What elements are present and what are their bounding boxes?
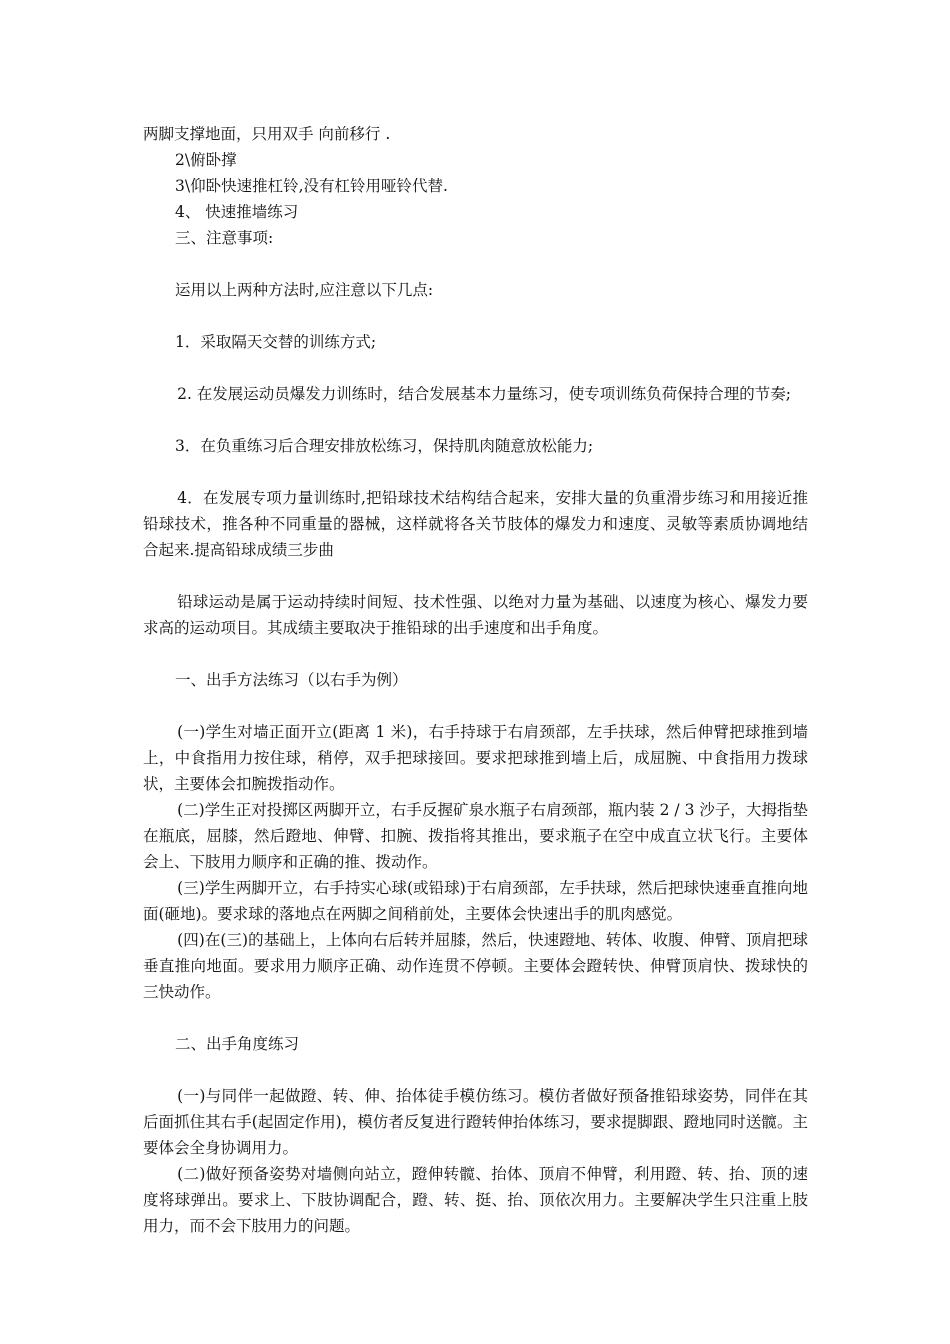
paragraph: (四)在(三)的基础上，上体向右后转并屈膝，然后，快速蹬地、转体、收腹、伸臂、顶肩把球垂直推向地面。要求用力顺序正确、动作连贯不停顿。主要体会蹬转快、伸臂顶肩快、拨球快的三快动作。 (143, 931, 808, 1001)
note-item: 4．在发展专项力量训练时,把铅球技术结构结合起来，安排大量的负重滑步练习和用接近推铅球技术，推各种不同重量的器械，这样就将各关节肢体的爆发力和速度、灵敏等素质协调地结合起来.提高铅球成绩三步曲 (143, 489, 808, 559)
paragraph: (一)与同伴一起做蹬、转、伸、抬体徒手模仿练习。模仿者做好预备推铅球姿势，同伴在其后面抓住其右手(起固定作用)，模仿者反复进行蹬转伸抬体练习，要求提脚跟、蹬地同时送髋。主要体会全身协调用力。 (143, 1087, 808, 1157)
list-item: 2\俯卧撑 (175, 151, 237, 169)
paragraph: 运用以上两种方法时,应注意以下几点: (175, 281, 434, 299)
document-body (143, 121, 808, 1239)
section-heading: 一、出手方法练习（以右手为例） (175, 671, 408, 689)
list-item: 4、 快速推墙练习 (175, 203, 299, 221)
section-heading: 二、出手角度练习 (175, 1035, 300, 1053)
note-item: 2. 在发展运动员爆发力训练时，结合发展基本力量练习，使专项训练负荷保持合理的节奏; (177, 385, 792, 403)
paragraph: (二)学生正对投掷区两脚开立，右手反握矿泉水瓶子右肩颈部，瓶内装 2 / 3 沙子，大拇指垫在瓶底，屈膝，然后蹬地、伸臂、扣腕、拨指将其推出，要求瓶子在空中成直立状飞行。主要体会上、下肢用力顺序和正确的推、拨动作。 (143, 801, 808, 871)
paragraph: (二)做好预备姿势对墙侧向站立，蹬伸转髋、抬体、顶肩不伸臂，利用蹬、转、抬、顶的速度将球弹出。要求上、下肢协调配合，蹬、转、挺、抬、顶依次用力。主要解决学生只注重上肢用力，而不会下肢用力的问题。 (143, 1165, 808, 1235)
note-item: 3．在负重练习后合理安排放松练习，保持肌肉随意放松能力; (175, 437, 594, 455)
list-item: 3\仰卧快速推杠铃,没有杠铃用哑铃代替. (175, 177, 448, 195)
note-item: 1．采取隔天交替的训练方式; (175, 333, 377, 351)
section-heading: 三、注意事项: (175, 229, 274, 247)
paragraph: (三)学生两脚开立，右手持实心球(或铅球)于右肩颈部，左手扶球，然后把球快速垂直推向地面(砸地)。要求球的落地点在两脚之间稍前处，主要体会快速出手的肌肉感觉。 (143, 879, 808, 923)
paragraph: (一)学生对墙正面开立(距离 1 米)，右手持球于右肩颈部，左手扶球，然后伸臂把球推到墙上，中食指用力按住球，稍停，双手把球接回。要求把球推到墙上后，成屈腕、中食指用力拨球状，主要体会扣腕拨指动作。 (143, 723, 808, 793)
paragraph: 铅球运动是属于运动持续时间短、技术性强、以绝对力量为基础、以速度为核心、爆发力要求高的运动项目。其成绩主要取决于推铅球的出手速度和出手角度。 (143, 593, 808, 637)
text-line: 两脚支撑地面，只用双手 向前移行 . (143, 125, 391, 143)
